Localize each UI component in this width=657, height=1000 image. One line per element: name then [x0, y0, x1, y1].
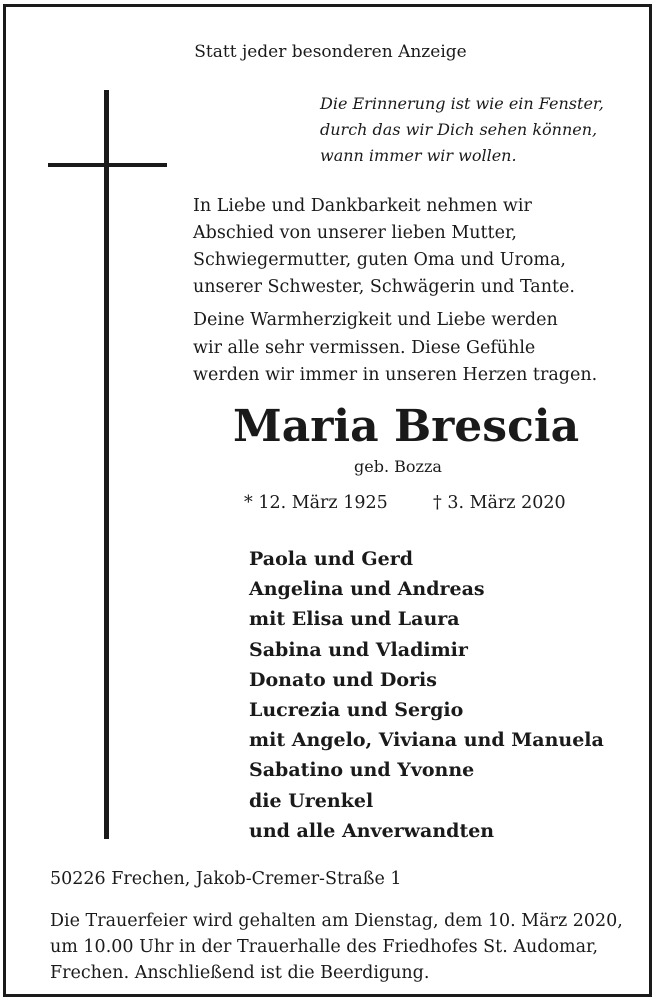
- ceremony-line: Frechen. Anschließend ist die Beerdigung.: [50, 963, 430, 983]
- mourner-line: die Urenkel: [249, 789, 374, 812]
- mourner-line: Sabatino und Yvonne: [249, 759, 475, 782]
- mourner-line: Paola und Gerd: [249, 548, 414, 570]
- farewell-line: unserer Schwester, Schwägerin und Tante.: [193, 277, 575, 297]
- birth-date: * 12. März 1925: [244, 493, 388, 513]
- address: 50226 Frechen, Jakob-Cremer-Straße 1: [50, 869, 402, 889]
- obituary-frame: [3, 4, 652, 997]
- cross-icon: [104, 90, 109, 839]
- maiden-name: geb. Bozza: [354, 457, 442, 476]
- mourner-line: Sabina und Vladimir: [249, 638, 468, 661]
- mourners-list: [249, 544, 604, 846]
- tribute-paragraph: [193, 307, 597, 390]
- memorial-quote: [320, 91, 604, 169]
- mourner-line: mit Angelo, Viviana und Manuela: [249, 729, 604, 752]
- cross-icon-bar: [48, 163, 167, 167]
- mourner-line: Lucrezia und Sergio: [249, 698, 464, 721]
- quote-line: wann immer wir wollen.: [320, 146, 517, 165]
- quote-line: durch das wir Dich sehen können,: [320, 120, 598, 139]
- death-date: † 3. März 2020: [433, 493, 566, 513]
- deceased-name: Maria Brescia: [233, 401, 580, 452]
- ceremony-line: Die Trauerfeier wird gehalten am Dienstag, dem 10. März 2020,: [50, 911, 623, 931]
- tribute-line: Deine Warmherzigkeit und Liebe werden: [193, 310, 558, 330]
- quote-line: Die Erinnerung ist wie ein Fenster,: [320, 94, 604, 113]
- farewell-line: Abschied von unserer lieben Mutter,: [193, 223, 517, 243]
- ceremony-info: [50, 908, 623, 986]
- mourner-line: mit Elisa und Laura: [249, 608, 460, 631]
- header-notice: Statt jeder besonderen Anzeige: [194, 42, 467, 62]
- mourner-line: und alle Anverwandten: [249, 819, 495, 842]
- tribute-line: wir alle sehr vermissen. Diese Gefühle: [193, 337, 536, 358]
- tribute-line: werden wir immer in unseren Herzen tragen.: [193, 365, 598, 385]
- farewell-line: Schwiegermutter, guten Oma und Uroma,: [193, 250, 566, 270]
- ceremony-line: um 10.00 Uhr in der Trauerhalle des Friedhofes St. Audomar,: [50, 937, 599, 957]
- mourner-line: Donato und Doris: [249, 668, 437, 691]
- farewell-line: In Liebe und Dankbarkeit nehmen wir: [193, 196, 532, 216]
- farewell-paragraph: [193, 193, 575, 301]
- mourner-line: Angelina und Andreas: [249, 578, 485, 601]
